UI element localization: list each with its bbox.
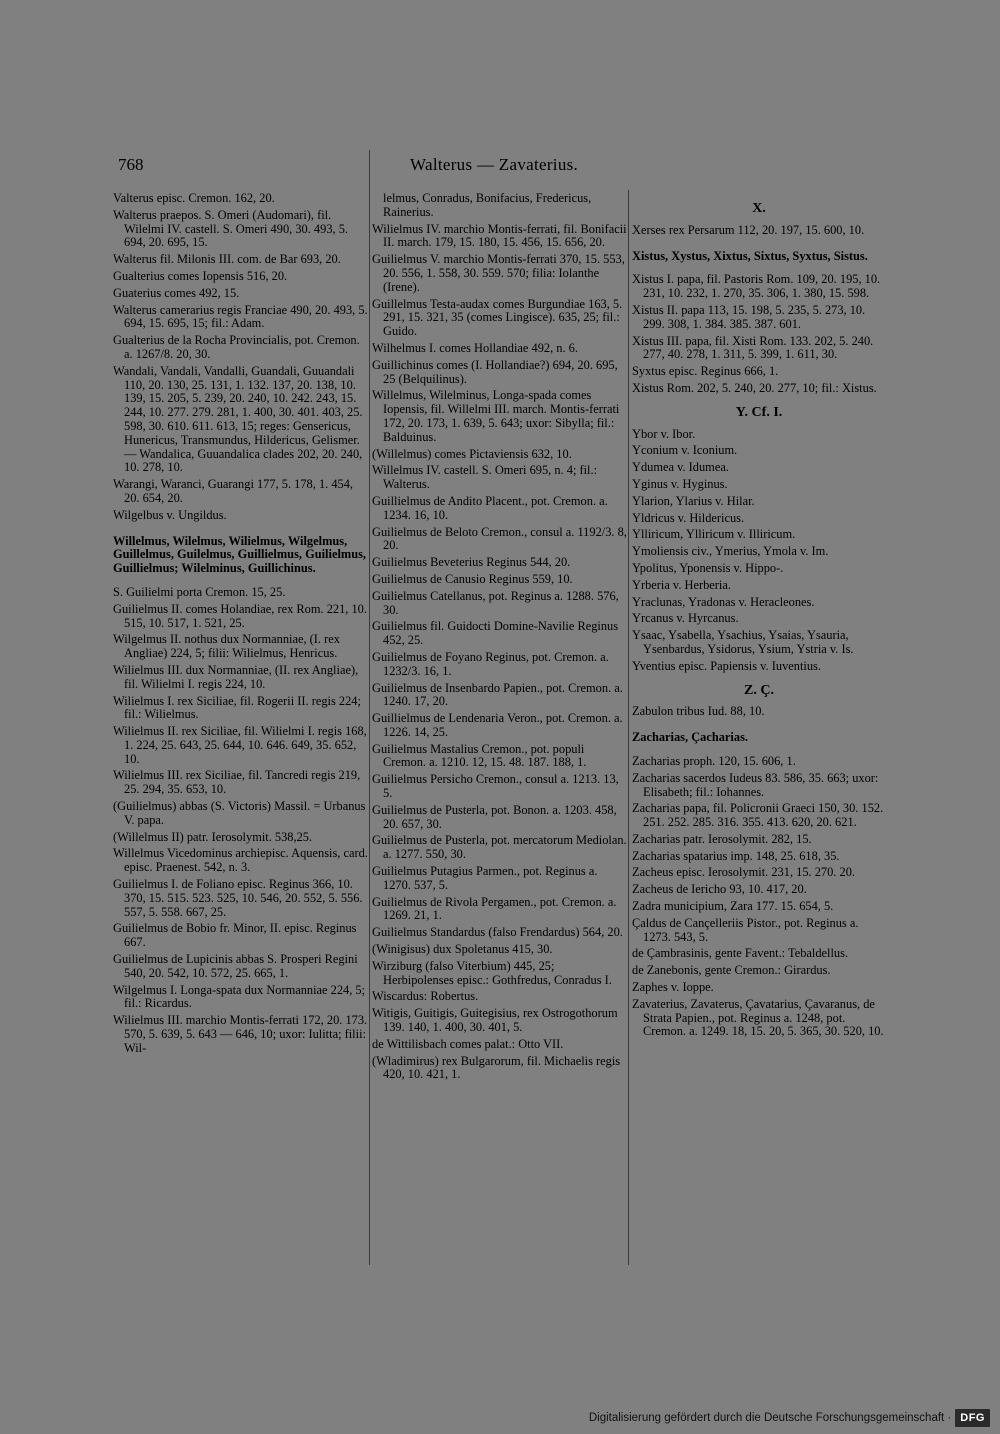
index-entry: Guilielmus de Pusterla, pot. Bonon. a. 1203. 458, 20. 657, 30.: [372, 802, 617, 831]
index-entry: Xistus III. papa, fil. Xisti Rom. 133. 202, 5. 240. 277, 40. 278, 1. 311, 5. 399, 1. 611, 30.: [632, 333, 874, 362]
index-entry: Guilielmus de Canusio Reginus 559, 10.: [372, 571, 573, 586]
index-entry: Ybor v. Ibor.: [632, 426, 696, 441]
index-entry: Ysaac, Ysabella, Ysachius, Ysaias, Ysauria, Ysenbardus, Ysidorus, Ysium, Ystria v. Is.: [632, 628, 854, 656]
funding-footer: [589, 1406, 990, 1430]
index-entry: Zacheus episc. Ierosolymit. 231, 15. 270. 20.: [632, 865, 855, 880]
index-column-right: [632, 192, 886, 1042]
index-entry: Guillichinus comes (I. Hollandiae?) 694, 20. 695, 25 (Belquilinus).: [372, 357, 618, 386]
index-entry: Xerses rex Persarum 112, 20. 197, 15. 600, 10.: [632, 222, 865, 237]
index-entry: Guilielmus fil. Guidocti Domine-Navilie Reginus 452, 25.: [372, 619, 619, 648]
index-entry: Yginus v. Hyginus.: [632, 476, 728, 491]
index-entry: Xistus I. papa, fil. Pastoris Rom. 109, 20. 195, 10. 231, 10. 232, 1. 270, 35. 306, 1. 380, 15. 598.: [632, 272, 881, 301]
letter-heading: Z. Ç.: [744, 682, 774, 698]
index-entry: Guilielmus de Foyano Reginus, pot. Cremon. a. 1232/3. 16, 1.: [372, 649, 609, 678]
index-entry: Ylliricum, Ylliricum v. Illiricum.: [632, 527, 796, 542]
index-entry: Guilielmus de Bobio fr. Minor, II. episc. Reginus 667.: [113, 921, 357, 950]
letter-heading: Y. Cf. I.: [735, 404, 783, 420]
index-entry: Guilielmus II. comes Holandiae, rex Rom. 221, 10. 515, 10. 517, 1. 521, 25.: [113, 601, 367, 630]
index-entry: Guillelmus Testa-audax comes Burgundiae 163, 5. 291, 15. 321, 35 (comes Lingisce). 635, 25; fil.: Guido.: [372, 296, 623, 339]
index-entry: Yventius episc. Papiensis v. Iuventius.: [632, 658, 821, 673]
index-entry: Walterus praepos. S. Omeri (Audomari), fil. Wilelmi IV. castell. S. Omeri 490, 30. 493, 5. 694, 20. 695, 15.: [113, 207, 348, 250]
column-divider: [628, 190, 629, 1265]
index-entry: Zabulon tribus Iud. 88, 10.: [632, 704, 765, 719]
footer-text: Digitalisierung gefördert durch die Deutsche Forschungsgemeinschaft ·: [588, 1412, 952, 1424]
index-entry: Ydumea v. Idumea.: [632, 460, 729, 475]
index-entry: lelmus, Conradus, Bonifacius, Fredericus, Rainerius.: [383, 191, 592, 219]
index-entry: Wirziburg (falso Viterbium) 445, 25; Herbipolenses episc.: Gothfredus, Conradus I.: [372, 958, 612, 987]
index-entry: Guilielmus Beveterius Reginus 544, 20.: [372, 555, 571, 570]
index-entry: Wilielmus I. rex Siciliae, fil. Rogerii II. regis 224; fil.: Wilielmus.: [113, 693, 361, 722]
index-entry: Zacheus de Iericho 93, 10. 417, 20.: [632, 882, 807, 897]
index-entry: Guilielmus I. de Foliano episc. Reginus 366, 10. 370, 15. 515. 523. 525, 10. 546, 20. 552, 5. 556. 557, 5. 558. 667, 25.: [113, 877, 363, 919]
index-entry: Wandali, Vandali, Vandalli, Guandali, Guuandali 110, 20. 130, 25. 131, 1. 132. 137, 20. 138, 10. 139, 15. 205, 5. 239, 20. 240, 10. 242. 243, 15. 244, 10. 277. 279. 281, 1. 400, 30. 401. 403, 25. 598, 30. 610. 611. 613, 15; reges: Gensericus, Hunericus, Transmundus, Hildericus, Gelismer. — Wandalica, Guuandalica clades 202, 20. 240, 10. 278, 10.: [113, 363, 363, 475]
index-entry: Yrberia v. Herberia.: [632, 577, 731, 592]
index-entry: Zavaterius, Zavaterus, Çavatarius, Çavaranus, de Strata Papien., pot. Reginus a. 1248, pot. Cremon. a. 1249. 18, 15. 20, 5. 365, 30. 520, 10.: [632, 996, 884, 1039]
index-entry: Yraclunas, Yradonas v. Heracleones.: [632, 594, 815, 609]
index-entry: Zacharias papa, fil. Policronii Graeci 150, 30. 152. 251. 252. 285. 316. 355. 413. 620, 20. 621.: [632, 801, 884, 830]
index-entry: Guilielmus Standardus (falso Frendardus) 564, 20.: [372, 925, 623, 940]
index-entry: Guilielmus de Insenbardo Papien., pot. Cremon. a. 1240. 17, 20.: [372, 680, 623, 709]
index-entry: Guilielmus de Pusterla, pot. mercatorum Mediolan. a. 1277. 550, 30.: [372, 833, 627, 862]
section-heading: Zacharias, Çacharias.: [632, 730, 748, 745]
index-entry: Guilielmus de Lupicinis abbas S. Prosperi Regini 540, 20. 542, 10. 572, 25. 665, 1.: [113, 952, 358, 980]
letter-heading: X.: [752, 201, 766, 216]
running-head: Walterus — Zavaterius.: [410, 155, 579, 174]
index-entry: Gualterius de la Rocha Provincialis, pot. Cremon. a. 1267/8. 20, 30.: [113, 333, 360, 361]
index-entry: Zadra municipium, Zara 177. 15. 654, 5.: [632, 899, 834, 914]
index-entry: Willelmus, Wilelminus, Longa-spada comes Iopensis, fil. Willelmi III. march. Montis-ferrati 172, 20. 173, 1. 639, 5. 643; uxor: Sibylla; fil.: Balduinus.: [372, 388, 620, 444]
section-heading: Xistus, Xystus, Xixtus, Sixtus, Syxtus, Sistus.: [632, 248, 868, 263]
column-divider: [369, 150, 370, 1265]
index-entry: Syxtus episc. Reginus 666, 1.: [632, 364, 779, 379]
index-entry: S. Guilielmi porta Cremon. 15, 25.: [113, 584, 286, 599]
index-entry: Xistus Rom. 202, 5. 240, 20. 277, 10; fil.: Xistus.: [632, 380, 877, 395]
index-entry: Wilgelbus v. Ungildus.: [113, 507, 227, 522]
index-entry: Wilielmus IV. marchio Montis-ferrati, fil. Bonifacii II. march. 179, 15. 180, 15. 456, 15. 656, 20.: [372, 221, 627, 250]
index-entry: (Willelmus) comes Pictaviensis 632, 10.: [372, 446, 572, 461]
index-entry: Zacharias sacerdos Iudeus 83. 586, 35. 663; uxor: Elisabeth; fil.: Iohannes.: [632, 770, 879, 799]
index-entry: Walterus camerarius regis Franciae 490, 20. 493, 5. 694, 15. 695, 15; fil.: Adam.: [113, 302, 368, 331]
index-entry: Gualterius comes Iopensis 516, 20.: [113, 268, 288, 283]
index-entry: Guaterius comes 492, 15.: [113, 285, 240, 300]
index-entry: de Wittilisbach comes palat.: Otto VII.: [372, 1036, 564, 1051]
index-entry: Yldricus v. Hildericus.: [632, 510, 745, 525]
index-entry: Guillielmus de Andito Placent., pot. Cremon. a. 1234. 16, 10.: [372, 493, 608, 522]
index-entry: Yrcanus v. Hyrcanus.: [632, 611, 739, 626]
index-entry: Wiscardus: Robertus.: [372, 989, 479, 1004]
index-entry: (Wladimirus) rex Bulgarorum, fil. Michaelis regis 420, 10. 421, 1.: [372, 1053, 621, 1082]
index-entry: Çaldus de Cançelleriis Pistor., pot. Reginus a. 1273. 543, 5.: [632, 915, 859, 944]
index-entry: Ylarion, Ylarius v. Hilar.: [632, 493, 755, 508]
index-entry: Zaphes v. Ioppe.: [632, 980, 714, 995]
index-entry: Xistus II. papa 113, 15. 198, 5. 235, 5. 273, 10. 299. 308, 1. 384. 385. 387. 601.: [632, 302, 866, 331]
index-entry: Warangi, Waranci, Guarangi 177, 5. 178, 1. 454, 20. 654, 20.: [113, 477, 354, 505]
index-entry: Wilhelmus I. comes Hollandiae 492, n. 6.: [372, 340, 578, 355]
index-entry: de Çambrasinis, gente Favent.: Tebaldellus.: [632, 946, 849, 961]
index-entry: Yconium v. Iconium.: [632, 443, 738, 458]
index-entry: Zacharias proph. 120, 15. 606, 1.: [632, 753, 796, 768]
index-entry: Zacharias patr. Ierosolymit. 282, 15.: [632, 831, 812, 846]
index-column-left: [113, 192, 368, 1059]
index-entry: Guilielmus de Rivola Pergamen., pot. Cremon. a. 1269. 21, 1.: [372, 894, 617, 923]
index-entry: Guilielmus Mastalius Cremon., pot. populi Cremon. a. 1210. 12, 15. 48. 187. 188, 1.: [372, 741, 587, 770]
index-entry: de Zanebonis, gente Cremon.: Girardus.: [632, 963, 831, 978]
index-column-middle: [372, 192, 627, 1085]
index-entry: Witigis, Guitigis, Guitegisius, rex Ostrogothorum 139. 140, 1. 400, 30. 401, 5.: [372, 1006, 618, 1035]
index-entry: Zacharias spatarius imp. 148, 25. 618, 35.: [632, 848, 840, 863]
index-entry: Wilgelmus II. nothus dux Normanniae, (I. rex Angliae) 224, 5; filii: Wilielmus, Henricus.: [113, 632, 340, 661]
index-entry: Guilielmus de Beloto Cremon., consul a. 1192/3. 8, 20.: [372, 524, 627, 553]
index-entry: Walterus fil. Milonis III. com. de Bar 693, 20.: [113, 252, 341, 267]
index-entry: (Winigisus) dux Spoletanus 415, 30.: [372, 942, 553, 957]
index-entry: Guilielmus Persicho Cremon., consul a. 1213. 13, 5.: [372, 772, 619, 801]
index-entry: Wilielmus II. rex Siciliae, fil. Wilielmi I. regis 168, 1. 224, 25. 643, 25. 644, 10. 646. 649, 35. 652, 10.: [113, 724, 367, 766]
index-entry: Valterus episc. Cremon. 162, 20.: [113, 191, 275, 205]
section-heading: Willelmus, Wilelmus, Wilielmus, Wilgelmus, Guillelmus, Guilelmus, Guillielmus, Guilielmus, Guillielmus; Wilelminus, Guillichinus.: [113, 533, 367, 576]
index-entry: Guilielmus Putagius Parmen., pot. Reginus a. 1270. 537, 5.: [372, 864, 598, 892]
index-entry: Willelmus IV. castell. S. Omeri 695, n. 4; fil.: Walterus.: [372, 463, 598, 492]
index-entry: Guilielmus Catellanus, pot. Reginus a. 1288. 576, 30.: [372, 588, 619, 617]
index-entry: Wilielmus III. rex Siciliae, fil. Tancredi regis 219, 25. 294, 35. 653, 10.: [113, 768, 361, 797]
index-entry: Wilielmus III. dux Normanniae, (II. rex Angliae), fil. Wilielmi I. regis 224, 10.: [113, 662, 359, 691]
index-entry: Willelmus Vicedominus archiepisc. Aquensis, card. episc. Praenest. 542, n. 3.: [113, 846, 368, 875]
page-number: 768: [118, 155, 144, 174]
index-entry: Guilielmus V. marchio Montis-ferrati 370, 15. 553, 20. 556, 1. 558, 30. 559. 570; filia: Iolanthe (Irene).: [372, 252, 625, 294]
index-entry: Ymoliensis civ., Ymerius, Ymola v. Im.: [632, 544, 829, 559]
index-entry: Wilgelmus I. Longa-spata dux Normanniae 224, 5; fil.: Ricardus.: [113, 982, 366, 1011]
dfg-logo: DFG: [955, 1409, 990, 1427]
index-entry: (Guilielmus) abbas (S. Victoris) Massil. = Urbanus V. papa.: [113, 799, 366, 827]
index-entry: Wilielmus III. marchio Montis-ferrati 172, 20. 173. 570, 5. 639, 5. 643 — 646, 10; uxor: Iulitta; filii: Wil-: [113, 1013, 368, 1055]
index-entry: Ypolitus, Yponensis v. Hippo-.: [632, 560, 784, 575]
index-entry: (Willelmus II) patr. Ierosolymit. 538,25.: [113, 829, 313, 844]
index-entry: Guillielmus de Lendenaria Veron., pot. Cremon. a. 1226. 14, 25.: [372, 711, 623, 739]
